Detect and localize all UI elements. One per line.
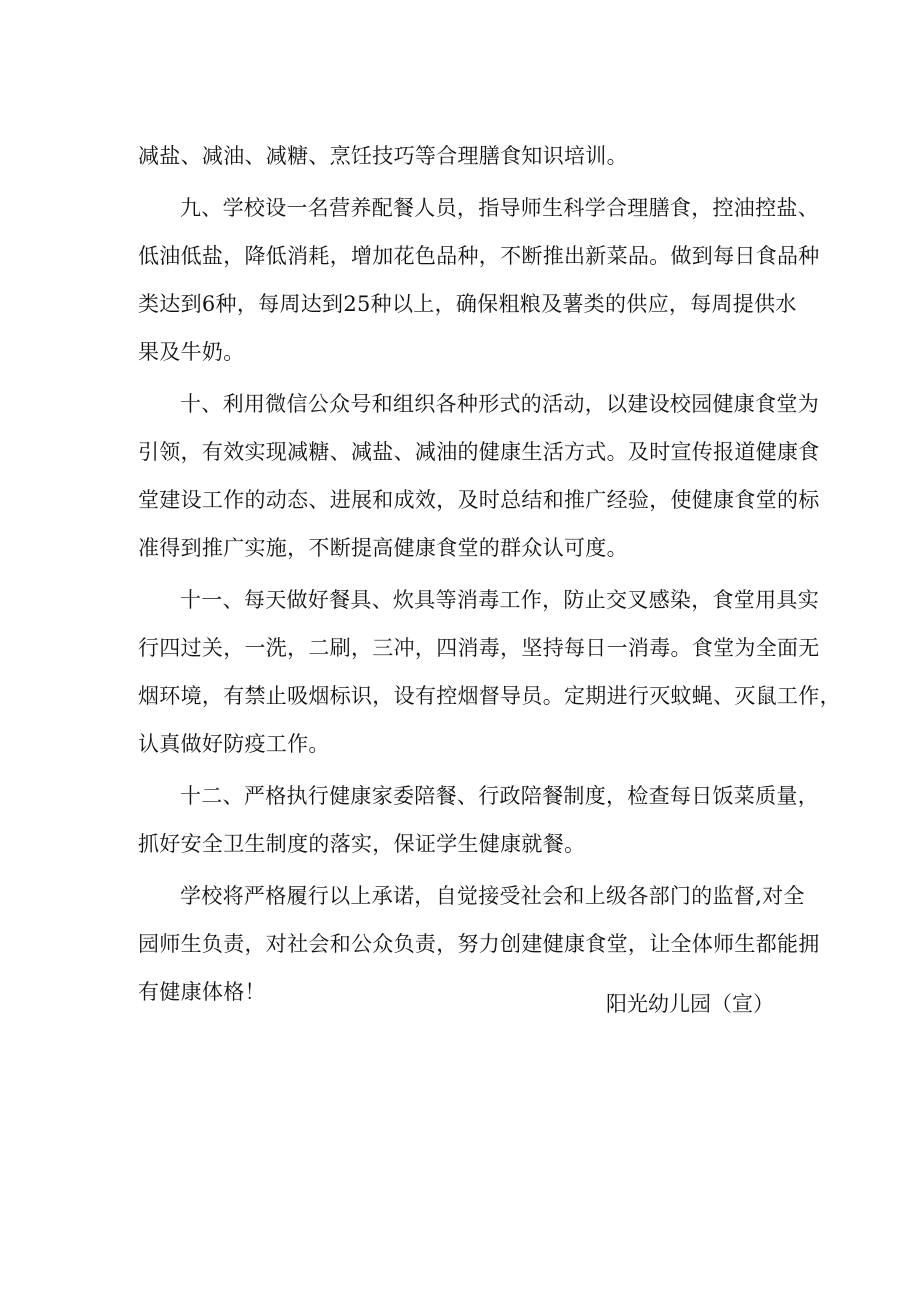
closing-paragraph-line: 学校将严格履行以上承诺，自觉接受社会和上级各部门的监督,对全: [180, 884, 805, 908]
text-line: 引领，有效实现减糖、减盐、减油的健康生活方式。及时宣传报道健康食: [138, 440, 820, 464]
text-line: 抓好安全卫生制度的落实，保证学生健康就餐。: [138, 832, 586, 856]
paragraph-eleven-line: 十一、每天做好餐具、炊具等消毒工作，防止交叉感染，食堂用具实: [180, 588, 819, 612]
paragraph-ten-line: 十、利用微信公众号和组织各种形式的活动，以建设校园健康食堂为: [180, 392, 819, 416]
text-line: 类达到6种，每周达到25种以上，确保粗粮及薯类的供应，每周提供水: [138, 292, 797, 316]
text-line: 有健康体格！: [138, 980, 266, 1004]
text-line: 园师生负责，对社会和公众负责，努力创建健康食堂，让全体师生都能拥: [138, 932, 820, 956]
text-line: 果及牛奶。: [138, 340, 245, 364]
text-line: 准得到推广实施，不断提高健康食堂的群众认可度。: [138, 536, 628, 560]
text-line: 行四过关，一洗，二刷，三冲，四消毒，坚持每日一消毒。食堂为全面无: [138, 636, 820, 660]
signature: 阳光幼儿园（宣）: [606, 992, 774, 1016]
paragraph-twelve-line: 十二、严格执行健康家委陪餐、行政陪餐制度，检查每日饭菜质量，: [180, 784, 819, 808]
text-line: 烟环境，有禁止吸烟标识，设有控烟督导员。定期进行灭蚊蝇、灭鼠工作，: [138, 684, 841, 708]
text-line: 认真做好防疫工作。: [138, 732, 330, 756]
text-line: 减盐、减油、减糖、烹饪技巧等合理膳食知识培训。: [138, 144, 628, 168]
text-line: 低油低盐，降低消耗，增加花色品种，不断推出新菜品。做到每日食品种: [138, 244, 820, 268]
text-line: 堂建设工作的动态、进展和成效，及时总结和推广经验，使健康食堂的标: [138, 488, 820, 512]
paragraph-nine-line: 九、学校设一名营养配餐人员，指导师生科学合理膳食，控油控盐、: [180, 196, 819, 220]
document-body: [138, 132, 841, 1016]
